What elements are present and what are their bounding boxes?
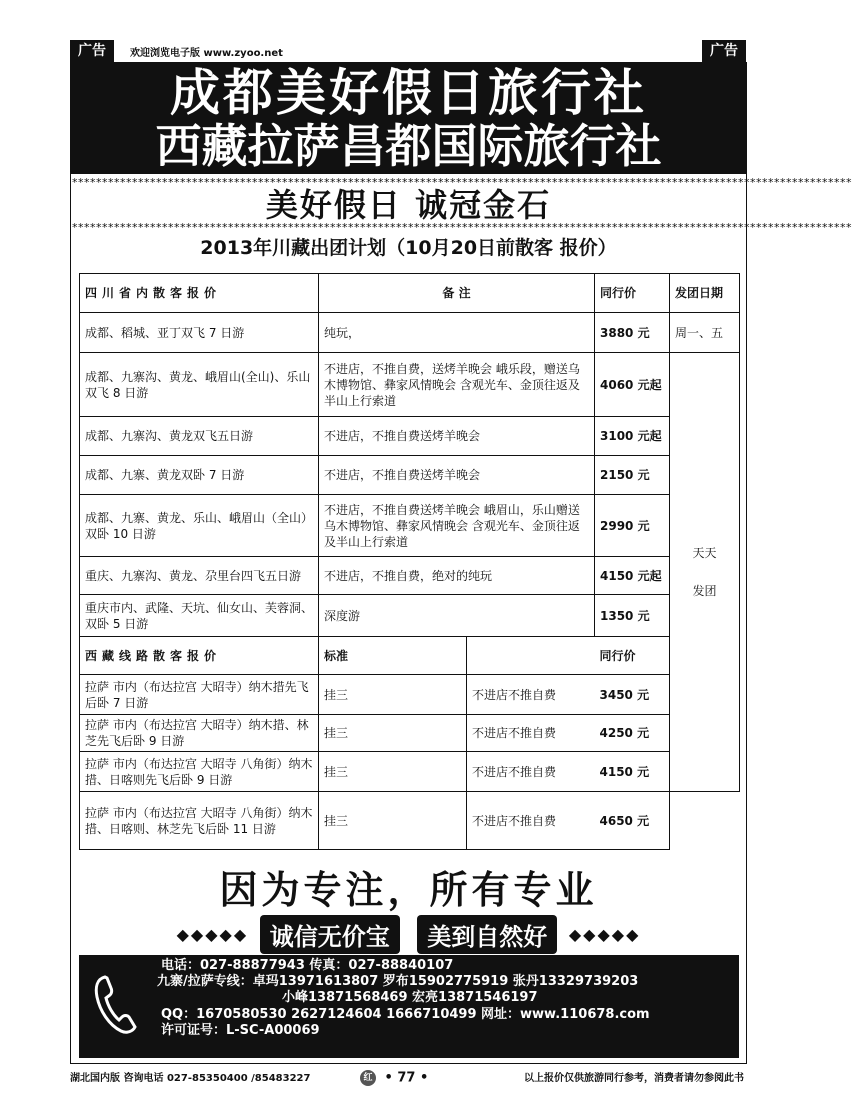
table-row bbox=[80, 792, 740, 850]
price-cell: 3880 元 bbox=[595, 313, 670, 353]
magazine-logo-icon: 红 bbox=[360, 1070, 376, 1086]
route-cell: 重庆市内、武隆、天坑、仙女山、芙蓉洞、双卧 5 日游 bbox=[80, 595, 319, 637]
route-cell: 拉萨 市内（布达拉宫 大昭寺 八角街）纳木措、日喀则先飞后卧 9 日游 bbox=[80, 752, 319, 792]
contact-hotline-2[interactable]: 小峰13871568469 宏亮13871546197 bbox=[282, 990, 538, 1005]
table-row bbox=[80, 675, 740, 715]
footer-disclaimer: 以上报价仅供旅游同行参考，消费者请勿参阅此书 bbox=[524, 1073, 744, 1084]
route-cell: 成都、九寨、黄龙、乐山、峨眉山（全山）双卧 10 日游 bbox=[80, 495, 319, 557]
sichuan-header-route: 四川省内散客报价 bbox=[80, 274, 319, 313]
table-row bbox=[80, 353, 740, 417]
note-cell: 不进店不推自费 bbox=[467, 715, 595, 752]
price-cell: 4650 元 bbox=[595, 792, 670, 850]
price-cell: 1350 元 bbox=[595, 595, 670, 637]
standard-cell: 挂三 bbox=[319, 752, 467, 792]
table-row bbox=[80, 715, 740, 752]
route-cell: 拉萨 市内（布达拉宫 大昭寺）纳木措、林芝先飞后卧 9 日游 bbox=[80, 715, 319, 752]
diamond-divider-right: ◆◆◆◆◆ bbox=[568, 925, 641, 944]
tibet-header-row bbox=[80, 637, 740, 675]
plan-title: 2013年川藏出团计划（10月20日前散客 报价） bbox=[200, 237, 617, 259]
note-cell: 不进店，不推自费，送烤羊晚会 峨乐段，赠送乌木博物馆、彝家风情晚会 含观光车、金顶往返及半山上行索道 bbox=[319, 353, 595, 417]
diamond-divider-left: ◆◆◆◆◆ bbox=[176, 925, 249, 944]
title-banner bbox=[70, 62, 747, 174]
price-cell: 4150 元起 bbox=[595, 557, 670, 595]
contact-panel bbox=[79, 955, 739, 1058]
sichuan-header-note: 备 注 bbox=[319, 274, 595, 313]
contact-hotline[interactable]: 九寨/拉萨专线：卓玛13971613807 罗布15902775919 张丹13329739203 bbox=[157, 974, 639, 989]
note-cell: 不进店不推自费 bbox=[467, 792, 595, 850]
note-cell: 纯玩， bbox=[319, 313, 595, 353]
slogan-top: 美好假日 诚冠金石 bbox=[265, 186, 552, 224]
tibet-header-route: 西藏线路散客报价 bbox=[80, 637, 319, 675]
note-cell: 不进店，不推自费送烤羊晚会 bbox=[319, 456, 595, 495]
standard-cell: 挂三 bbox=[319, 792, 467, 850]
contact-tel-fax[interactable]: 电话：027-88877943 传真：027-88840107 bbox=[161, 958, 454, 973]
route-cell: 成都、九寨、黄龙双卧 7 日游 bbox=[80, 456, 319, 495]
slogan-part-1: 诚信无价宝 bbox=[260, 915, 400, 954]
price-cell: 4060 元起 bbox=[595, 353, 670, 417]
agency-name-2: 西藏拉萨昌都国际旅行社 bbox=[155, 119, 662, 173]
tibet-header-price: 同行价 bbox=[595, 637, 670, 675]
sichuan-header-dates: 发团日期 bbox=[670, 274, 740, 313]
table-row bbox=[80, 557, 740, 595]
price-cell: 2990 元 bbox=[595, 495, 670, 557]
table-row bbox=[80, 495, 740, 557]
footer-edition: 湖北国内版 咨询电话 027-85350400 /85483227 bbox=[70, 1073, 311, 1084]
route-cell: 拉萨 市内（布达拉宫 大昭寺 八角街）纳木措、日喀则、林芝先飞后卧 11 日游 bbox=[80, 792, 319, 850]
route-cell: 拉萨 市内（布达拉宫 大昭寺）纳木措先飞后卧 7 日游 bbox=[80, 675, 319, 715]
contact-qq-website[interactable]: QQ：1670580530 2627124604 1666710499 网址：www.110678.com bbox=[161, 1007, 650, 1022]
slogan-part-2: 美到自然好 bbox=[417, 915, 557, 954]
daily-departure-cell bbox=[670, 353, 740, 792]
contact-license: 许可证号：L-SC-A00069 bbox=[161, 1023, 320, 1038]
note-cell: 不进店不推自费 bbox=[467, 752, 595, 792]
note-cell: 不进店，不推自费送烤羊晚会 峨眉山，乐山赠送乌木博物馆、彝家风情晚会 含观光车、金顶往返及半山上行索道 bbox=[319, 495, 595, 557]
agency-name-1: 成都美好假日旅行社 bbox=[170, 64, 647, 122]
sichuan-header-price: 同行价 bbox=[595, 274, 670, 313]
price-cell: 4150 元 bbox=[595, 752, 670, 792]
price-cell: 2150 元 bbox=[595, 456, 670, 495]
table-row bbox=[80, 595, 740, 637]
table-row bbox=[80, 456, 740, 495]
route-cell: 成都、稻城、亚丁双飞 7 日游 bbox=[80, 313, 319, 353]
slogan-middle: 因为专注，所有专业 bbox=[219, 868, 598, 912]
tibet-header-standard: 标准 bbox=[319, 637, 467, 675]
tibet-header-empty bbox=[467, 637, 595, 675]
route-cell: 成都、九寨沟、黄龙、峨眉山(全山)、乐山双飞 8 日游 bbox=[80, 353, 319, 417]
route-cell: 成都、九寨沟、黄龙双飞五日游 bbox=[80, 417, 319, 456]
table-row bbox=[80, 313, 740, 353]
table-row bbox=[80, 417, 740, 456]
welcome-text[interactable]: 欢迎浏览电子版 www.zyoo.net bbox=[130, 48, 283, 59]
star-divider: ********************************************************************************************************************************** bbox=[72, 221, 852, 234]
price-cell: 3450 元 bbox=[595, 675, 670, 715]
sichuan-header-row bbox=[80, 274, 740, 313]
price-cell: 4250 元 bbox=[595, 715, 670, 752]
price-table bbox=[79, 273, 740, 850]
price-cell: 3100 元起 bbox=[595, 417, 670, 456]
note-cell: 不进店不推自费 bbox=[467, 675, 595, 715]
standard-cell: 挂三 bbox=[319, 675, 467, 715]
standard-cell: 挂三 bbox=[319, 715, 467, 752]
dates-cell: 周一、五 bbox=[670, 313, 740, 353]
slogan-bottom bbox=[72, 915, 745, 951]
note-cell: 不进店，不推自费，绝对的纯玩 bbox=[319, 557, 595, 595]
ad-tag-right: 广告 bbox=[702, 40, 746, 62]
note-cell: 不进店，不推自费送烤羊晚会 bbox=[319, 417, 595, 456]
ad-tag-left: 广告 bbox=[70, 40, 114, 62]
page-number: • 77 • bbox=[384, 1070, 429, 1086]
telephone-icon bbox=[91, 973, 139, 1035]
daily-departure-text: 天天发团 bbox=[692, 546, 717, 598]
footer-page bbox=[360, 1070, 428, 1086]
route-cell: 重庆、九寨沟、黄龙、尕里台四飞五日游 bbox=[80, 557, 319, 595]
table-row bbox=[80, 752, 740, 792]
note-cell: 深度游 bbox=[319, 595, 595, 637]
star-divider: ********************************************************************************************************************************** bbox=[72, 176, 852, 189]
